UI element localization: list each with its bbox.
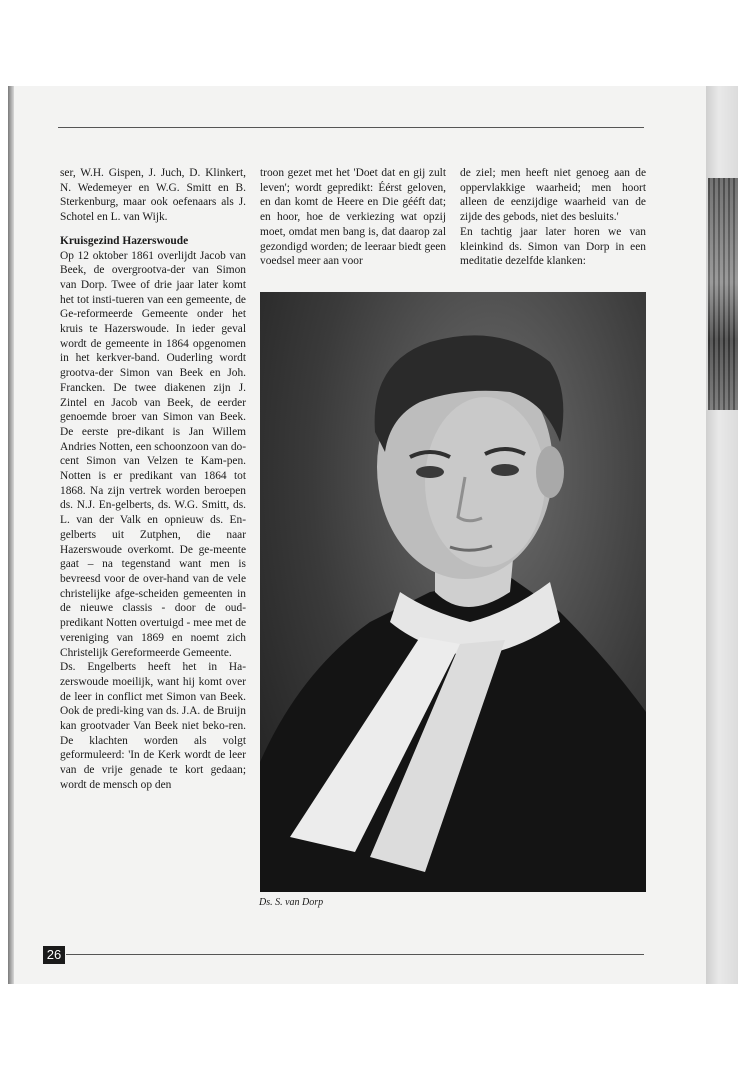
- paragraph: troon gezet met het 'Doet dat en gij zult leven'; wordt gepredikt: Éérst geloven, en dan komt de Heere en Die gééft dat; en hoor, hoe de verkiezing wat opzij moet, omdat men bang is, dat daarop zal gezondigd worden; de leeraar biedt geen voedsel meer aan voor: [260, 167, 446, 268]
- paragraph: En tachtig jaar later horen we van kleinkind ds. Simon van Dorp in een meditatie dezelfde klanken:: [460, 225, 646, 268]
- portrait-illustration: [260, 292, 646, 892]
- paragraph: Op 12 oktober 1861 overlijdt Jacob van Beek, de overgrootva-der van Simon van Dorp. Twee of drie jaar later komt het tot insti-tueren van een gemeente, de Ge-reformeerde Gemeente onder het kruis te Hazerswoude. In ieder geval wordt de gemeente in 1864 opgenomen in het kerkver-band. Ouderling wordt grootva-der Simon van Beek en Joh. Francken. De twee diakenen zijn J. Zintel en Jacob van Beek, de eerder genoemde broer van Simon van Beek. De eerste pre-dikant is Jan Willem Andries Notten, een schoonzoon van do-cent Simon van Velzen te Kam-pen. Notten is er predikant van 1864 tot 1868. Na zijn vertrek worden beroepen ds. N.J. En-gelberts, ds. W.G. Smitt, ds. L. van der Valk en opnieuw ds. En-gelberts uit Zutphen, die naar Hazerswoude overkomt. De ge-meente gaat – na tegenstand want men is bevreesd voor de over-hand van de vele christelijke afge-scheiden gemeenten in de nieuwe classis - door de oud-predikant Notten overtuigd - mee met de vereniging van 1869 en noemt zich Christelijk Gereformeerde Gemeente.: [60, 249, 246, 659]
- text-column-2: [260, 166, 446, 269]
- top-rule: [58, 127, 644, 128]
- text-column-3: [460, 166, 646, 269]
- page-number: 26: [43, 946, 65, 964]
- bottom-rule: [66, 954, 644, 955]
- paragraph: Ds. Engelberts heeft het in Ha-zerswoude moeilijk, want hij komt over de leer in conflict met Simon van Beek. Ook de predi-king van ds. J.A. de Bruijn kan grootvader Van Beek niet beko-ren. De klachten worden als volgt geformuleerd: 'In de Kerk wordt de leer van de vrije genade te kort gedaan; wordt de mensch op den: [60, 661, 246, 791]
- adjacent-page-photo: [708, 178, 738, 410]
- paragraph: de ziel; men heeft niet genoeg aan de oppervlakkige waarheid; men hoort alleen de eenzijdige waarheid van de zijde des gebods, niet des besluits.': [460, 167, 646, 224]
- photo-caption: Ds. S. van Dorp: [259, 897, 324, 908]
- portrait-photo: [260, 292, 646, 892]
- section-heading: Kruisgezind Hazerswoude: [60, 234, 189, 247]
- paragraph: ser, W.H. Gispen, J. Juch, D. Klinkert, N. Wedemeyer en W.G. Smitt en B. Sterkenburg, maar ook oefenaars als J. Schotel en L. van Wijk.: [60, 167, 246, 224]
- text-column-1: [60, 166, 246, 793]
